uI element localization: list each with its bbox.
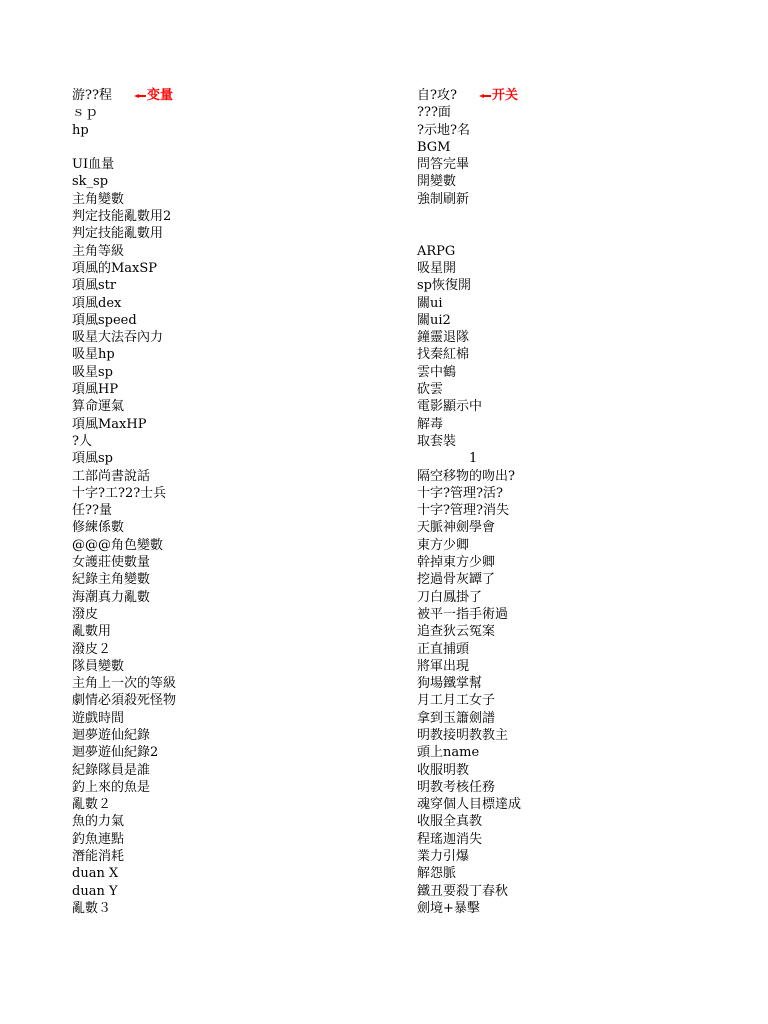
switch-item: 隔空移物的吻出?: [417, 468, 515, 484]
variable-item: 項風speed: [72, 312, 137, 328]
variable-item: 釣上來的魚是: [72, 779, 151, 795]
variable-item: [72, 139, 402, 156]
variable-item: 女護莊使數量: [72, 555, 151, 571]
switch-item: 挖過骨灰罈了: [417, 572, 496, 588]
left-arrow-icon: [134, 91, 146, 101]
switch-item: 天脈神劍學會: [417, 520, 496, 536]
switch-item: 鐘靈退隊: [417, 330, 470, 346]
switch-item: 正直捕頭: [417, 641, 470, 657]
variable-item: 項風MaxHP: [72, 416, 147, 432]
variable-item: 判定技能亂數用: [72, 226, 164, 242]
switch-item: 明教考核任務: [417, 779, 496, 795]
switch-item: 狗場鐵掌幫: [417, 676, 483, 692]
switch-item: 關ui2: [417, 312, 451, 328]
variable-item: 項風sp: [72, 451, 113, 467]
switch-item: 魂穿個人目標達成: [417, 797, 522, 813]
switch-item: 月工月工女子: [417, 693, 496, 709]
variable-item: 迴夢遊仙紀錄2: [72, 745, 159, 761]
switch-item: 砍雲: [417, 382, 444, 398]
switch-item: 解怨脈: [417, 866, 457, 882]
switch-item: 電影顯示中: [417, 399, 483, 415]
switch-item: sp恢復開: [417, 278, 471, 294]
variables-header: [72, 87, 402, 104]
variable-item: 紀錄主角變數: [72, 572, 151, 588]
switch-item: 頭上name: [417, 745, 480, 761]
variable-item: 吸星sp: [72, 364, 113, 380]
switch-item: [417, 225, 747, 242]
variable-item: 潛能消耗: [72, 849, 125, 865]
switch-item: 1: [469, 451, 478, 467]
switch-item: 被平一指手術過: [417, 606, 509, 622]
variable-item: 十字?工?2?士兵: [72, 485, 167, 501]
switch-item: 鐵丑要殺丁春秋: [417, 883, 509, 899]
switch-item: 程瑤迦消失: [417, 831, 483, 847]
variable-item: 潑皮２: [72, 641, 112, 657]
switch-item: 開變數: [417, 174, 457, 190]
switches-list: [417, 104, 747, 917]
switch-item: [417, 208, 747, 225]
variables-column: [72, 87, 402, 917]
switch-item: 東方少卿: [417, 537, 470, 553]
variable-item: 項風HP: [72, 382, 119, 398]
switches-column: [417, 87, 747, 917]
variable-item: @@@角色變數: [72, 537, 164, 553]
variable-item: 任??量: [72, 503, 112, 519]
variable-item: 主角等級: [72, 243, 125, 259]
variable-item: 海潮真力亂數: [72, 589, 151, 605]
variable-item: ?人: [72, 433, 92, 449]
variable-item: 魚的力氣: [72, 814, 125, 830]
switch-item: 解毒: [417, 416, 444, 432]
variable-item: 項風的MaxSP: [72, 260, 158, 276]
switch-item: ?示地?名: [417, 122, 470, 138]
switch-item: 關ui: [417, 295, 443, 311]
variable-item: 修練係數: [72, 520, 125, 536]
variable-item: duan X: [72, 866, 119, 882]
variable-item: ｓｐ: [72, 105, 99, 121]
variable-item: 亂數３: [72, 900, 112, 916]
variables-list: [72, 104, 402, 917]
switch-item: ARPG: [417, 243, 456, 259]
variable-item: 吸星大法吞內力: [72, 330, 164, 346]
switch-item: 取套裝: [417, 433, 457, 449]
variable-item: 亂數２: [72, 797, 112, 813]
variable-item: 亂數用: [72, 624, 112, 640]
variable-item: hp: [72, 122, 89, 138]
switch-item: 吸星開: [417, 260, 457, 276]
variable-item: 工部尚書說話: [72, 468, 151, 484]
switch-item: 將軍出現: [417, 658, 470, 674]
left-arrow-icon: [479, 91, 491, 101]
switch-item: 十字?管理?活?: [417, 485, 503, 501]
variables-header-label: 游??程: [72, 88, 112, 103]
variable-item: 算命運氣: [72, 399, 125, 415]
switch-item: 十字?管理?消失: [417, 503, 509, 519]
switch-item: 劍境+暴擊: [417, 900, 480, 916]
switch-item: 問答完畢: [417, 157, 470, 173]
variable-item: 主角變數: [72, 191, 125, 207]
variables-annotation: [134, 87, 173, 104]
switch-item: 收服全真教: [417, 814, 483, 830]
variable-item: sk_sp: [72, 174, 109, 190]
variable-item: 劇情必須殺死怪物: [72, 693, 177, 709]
switch-item: 收服明教: [417, 762, 470, 778]
switches-header: [417, 87, 747, 104]
variable-item: 隊員變數: [72, 658, 125, 674]
switch-item: 雲中鶴: [417, 364, 457, 380]
variable-item: 釣魚連點: [72, 831, 125, 847]
switch-item: 業力引爆: [417, 849, 470, 865]
switch-item: 明教接明教教主: [417, 727, 509, 743]
variable-item: 吸星hp: [72, 347, 115, 363]
switch-item: ???面: [417, 105, 451, 121]
variables-annotation-label: 变量: [146, 88, 173, 103]
switches-header-label: 自?攻?: [417, 88, 457, 103]
switches-annotation: [479, 87, 518, 104]
switch-item: 幹掉東方少卿: [417, 555, 496, 571]
switch-item: BGM: [417, 139, 451, 155]
variable-item: 迴夢遊仙紀錄: [72, 727, 151, 743]
variable-item: 判定技能亂數用2: [72, 209, 172, 225]
variable-item: 潑皮: [72, 606, 99, 622]
variable-item: 紀錄隊員是誰: [72, 762, 151, 778]
variable-item: UI血量: [72, 157, 115, 173]
switch-item: 刀白鳳掛了: [417, 589, 483, 605]
switch-item: 拿到玉簫劍譜: [417, 710, 496, 726]
switch-item: 追查狄云冤案: [417, 624, 496, 640]
switch-item: 強制刷新: [417, 191, 470, 207]
switches-annotation-label: 开关: [491, 88, 518, 103]
variable-item: 主角上一次的等級: [72, 676, 177, 692]
variable-item: 項風str: [72, 278, 117, 294]
variable-item: 遊戲時間: [72, 710, 125, 726]
variable-item: 項風dex: [72, 295, 122, 311]
switch-item: 找秦紅棉: [417, 347, 470, 363]
variable-item: duan Y: [72, 883, 118, 899]
